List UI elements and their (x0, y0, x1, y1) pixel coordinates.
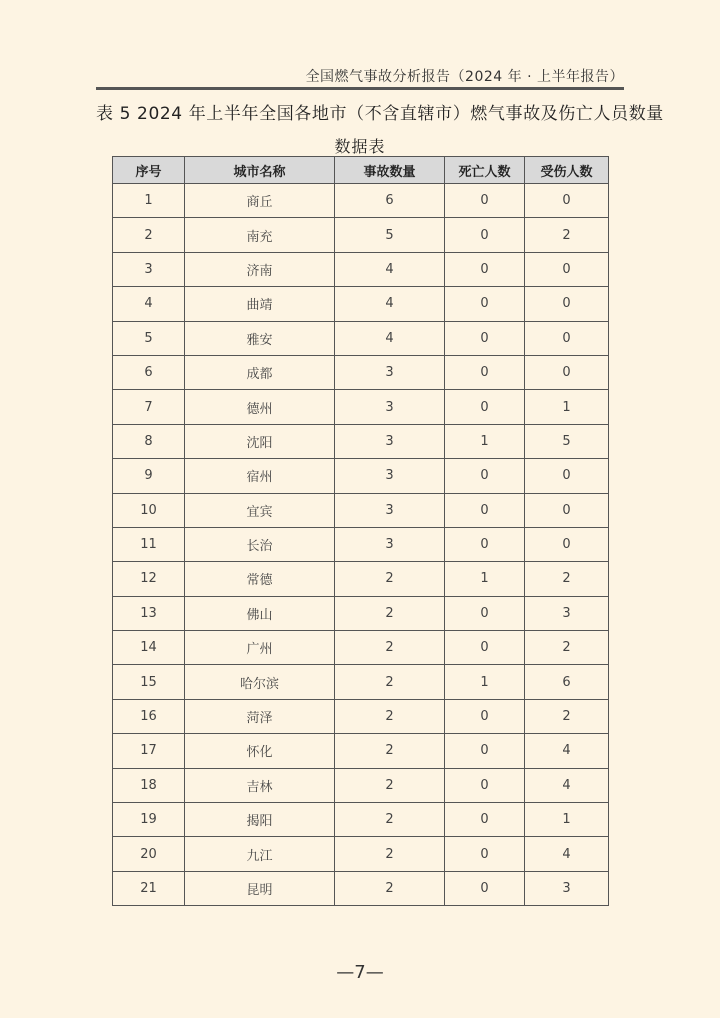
cell-injuries: 5 (525, 424, 609, 458)
cell-accidents: 2 (335, 871, 445, 905)
running-header: 全国燃气事故分析报告（2024 年 · 上半年报告） (305, 69, 624, 85)
cell-seq: 9 (113, 459, 185, 493)
cell-seq: 3 (113, 252, 185, 286)
cell-injuries: 0 (525, 252, 609, 286)
cell-injuries: 0 (525, 493, 609, 527)
cell-deaths: 0 (445, 321, 525, 355)
table-row (113, 390, 609, 424)
column-header-injuries: 受伤人数 (525, 157, 609, 184)
cell-deaths: 1 (445, 562, 525, 596)
cell-deaths: 0 (445, 459, 525, 493)
cell-deaths: 0 (445, 493, 525, 527)
cell-city: 沈阳 (185, 424, 335, 458)
table-row (113, 596, 609, 630)
cell-injuries: 0 (525, 184, 609, 218)
table-row (113, 665, 609, 699)
cell-seq: 14 (113, 631, 185, 665)
table-row (113, 184, 609, 218)
cell-injuries: 4 (525, 734, 609, 768)
cell-accidents: 3 (335, 424, 445, 458)
column-header-accidents: 事故数量 (335, 157, 445, 184)
cell-accidents: 3 (335, 390, 445, 424)
cell-deaths: 0 (445, 631, 525, 665)
cell-city: 南充 (185, 218, 335, 252)
cell-injuries: 2 (525, 699, 609, 733)
cell-seq: 13 (113, 596, 185, 630)
table-row (113, 527, 609, 561)
cell-city: 常德 (185, 562, 335, 596)
cell-seq: 6 (113, 355, 185, 389)
table-row (113, 459, 609, 493)
cell-city: 昆明 (185, 871, 335, 905)
page-number: —7— (336, 962, 384, 983)
cell-deaths: 0 (445, 803, 525, 837)
table-body (113, 184, 609, 906)
cell-accidents: 3 (335, 493, 445, 527)
table-row (113, 803, 609, 837)
cell-accidents: 6 (335, 184, 445, 218)
cell-city: 德州 (185, 390, 335, 424)
cell-city: 哈尔滨 (185, 665, 335, 699)
cell-city: 宜宾 (185, 493, 335, 527)
table-title: 表 5 2024 年上半年全国各地市（不含直辖市）燃气事故及伤亡人员数量 (96, 104, 664, 124)
table-row (113, 837, 609, 871)
cell-deaths: 0 (445, 218, 525, 252)
cell-accidents: 2 (335, 699, 445, 733)
cell-seq: 19 (113, 803, 185, 837)
table-row (113, 699, 609, 733)
cell-seq: 10 (113, 493, 185, 527)
cell-accidents: 3 (335, 355, 445, 389)
table-row (113, 734, 609, 768)
cell-deaths: 0 (445, 527, 525, 561)
cell-deaths: 0 (445, 699, 525, 733)
cell-city: 宿州 (185, 459, 335, 493)
cell-city: 广州 (185, 631, 335, 665)
cell-seq: 17 (113, 734, 185, 768)
cell-accidents: 2 (335, 631, 445, 665)
cell-deaths: 0 (445, 596, 525, 630)
cell-injuries: 3 (525, 596, 609, 630)
table-title-continuation: 数据表 (334, 137, 386, 156)
column-header-city: 城市名称 (185, 157, 335, 184)
cell-city: 怀化 (185, 734, 335, 768)
cell-injuries: 0 (525, 355, 609, 389)
cell-deaths: 0 (445, 768, 525, 802)
cell-deaths: 0 (445, 287, 525, 321)
table-row (113, 287, 609, 321)
cell-seq: 2 (113, 218, 185, 252)
table-row (113, 768, 609, 802)
cell-accidents: 4 (335, 321, 445, 355)
cell-city: 雅安 (185, 321, 335, 355)
cell-accidents: 2 (335, 768, 445, 802)
table-row (113, 252, 609, 286)
cell-accidents: 4 (335, 287, 445, 321)
cell-injuries: 2 (525, 631, 609, 665)
cell-accidents: 3 (335, 459, 445, 493)
cell-city: 吉林 (185, 768, 335, 802)
table-row (113, 493, 609, 527)
cell-city: 济南 (185, 252, 335, 286)
cell-injuries: 3 (525, 871, 609, 905)
cell-injuries: 4 (525, 768, 609, 802)
cell-injuries: 0 (525, 321, 609, 355)
cell-seq: 11 (113, 527, 185, 561)
cell-deaths: 0 (445, 252, 525, 286)
cell-injuries: 4 (525, 837, 609, 871)
cell-accidents: 2 (335, 837, 445, 871)
cell-deaths: 0 (445, 184, 525, 218)
data-table (112, 156, 609, 906)
cell-city: 佛山 (185, 596, 335, 630)
table-row (113, 424, 609, 458)
table-header-row (113, 157, 609, 184)
cell-city: 菏泽 (185, 699, 335, 733)
cell-deaths: 0 (445, 390, 525, 424)
cell-seq: 8 (113, 424, 185, 458)
table-row (113, 871, 609, 905)
column-header-seq: 序号 (113, 157, 185, 184)
cell-injuries: 0 (525, 527, 609, 561)
cell-accidents: 2 (335, 803, 445, 837)
cell-seq: 16 (113, 699, 185, 733)
cell-injuries: 0 (525, 459, 609, 493)
cell-city: 成都 (185, 355, 335, 389)
header-rule (96, 87, 624, 90)
cell-injuries: 1 (525, 390, 609, 424)
cell-deaths: 0 (445, 734, 525, 768)
cell-seq: 7 (113, 390, 185, 424)
table-row (113, 218, 609, 252)
cell-accidents: 2 (335, 562, 445, 596)
cell-injuries: 1 (525, 803, 609, 837)
table-row (113, 321, 609, 355)
cell-seq: 1 (113, 184, 185, 218)
cell-injuries: 0 (525, 287, 609, 321)
cell-seq: 4 (113, 287, 185, 321)
table-row (113, 631, 609, 665)
cell-seq: 5 (113, 321, 185, 355)
cell-city: 商丘 (185, 184, 335, 218)
cell-seq: 12 (113, 562, 185, 596)
cell-accidents: 2 (335, 734, 445, 768)
cell-injuries: 2 (525, 218, 609, 252)
cell-seq: 18 (113, 768, 185, 802)
cell-deaths: 1 (445, 665, 525, 699)
cell-city: 揭阳 (185, 803, 335, 837)
cell-city: 长治 (185, 527, 335, 561)
table-row (113, 355, 609, 389)
column-header-deaths: 死亡人数 (445, 157, 525, 184)
cell-injuries: 2 (525, 562, 609, 596)
cell-deaths: 0 (445, 871, 525, 905)
cell-deaths: 1 (445, 424, 525, 458)
cell-deaths: 0 (445, 355, 525, 389)
cell-accidents: 5 (335, 218, 445, 252)
cell-city: 曲靖 (185, 287, 335, 321)
cell-seq: 21 (113, 871, 185, 905)
cell-deaths: 0 (445, 837, 525, 871)
cell-accidents: 2 (335, 665, 445, 699)
cell-seq: 20 (113, 837, 185, 871)
cell-seq: 15 (113, 665, 185, 699)
table-row (113, 562, 609, 596)
cell-injuries: 6 (525, 665, 609, 699)
cell-accidents: 4 (335, 252, 445, 286)
cell-city: 九江 (185, 837, 335, 871)
cell-accidents: 3 (335, 527, 445, 561)
cell-accidents: 2 (335, 596, 445, 630)
